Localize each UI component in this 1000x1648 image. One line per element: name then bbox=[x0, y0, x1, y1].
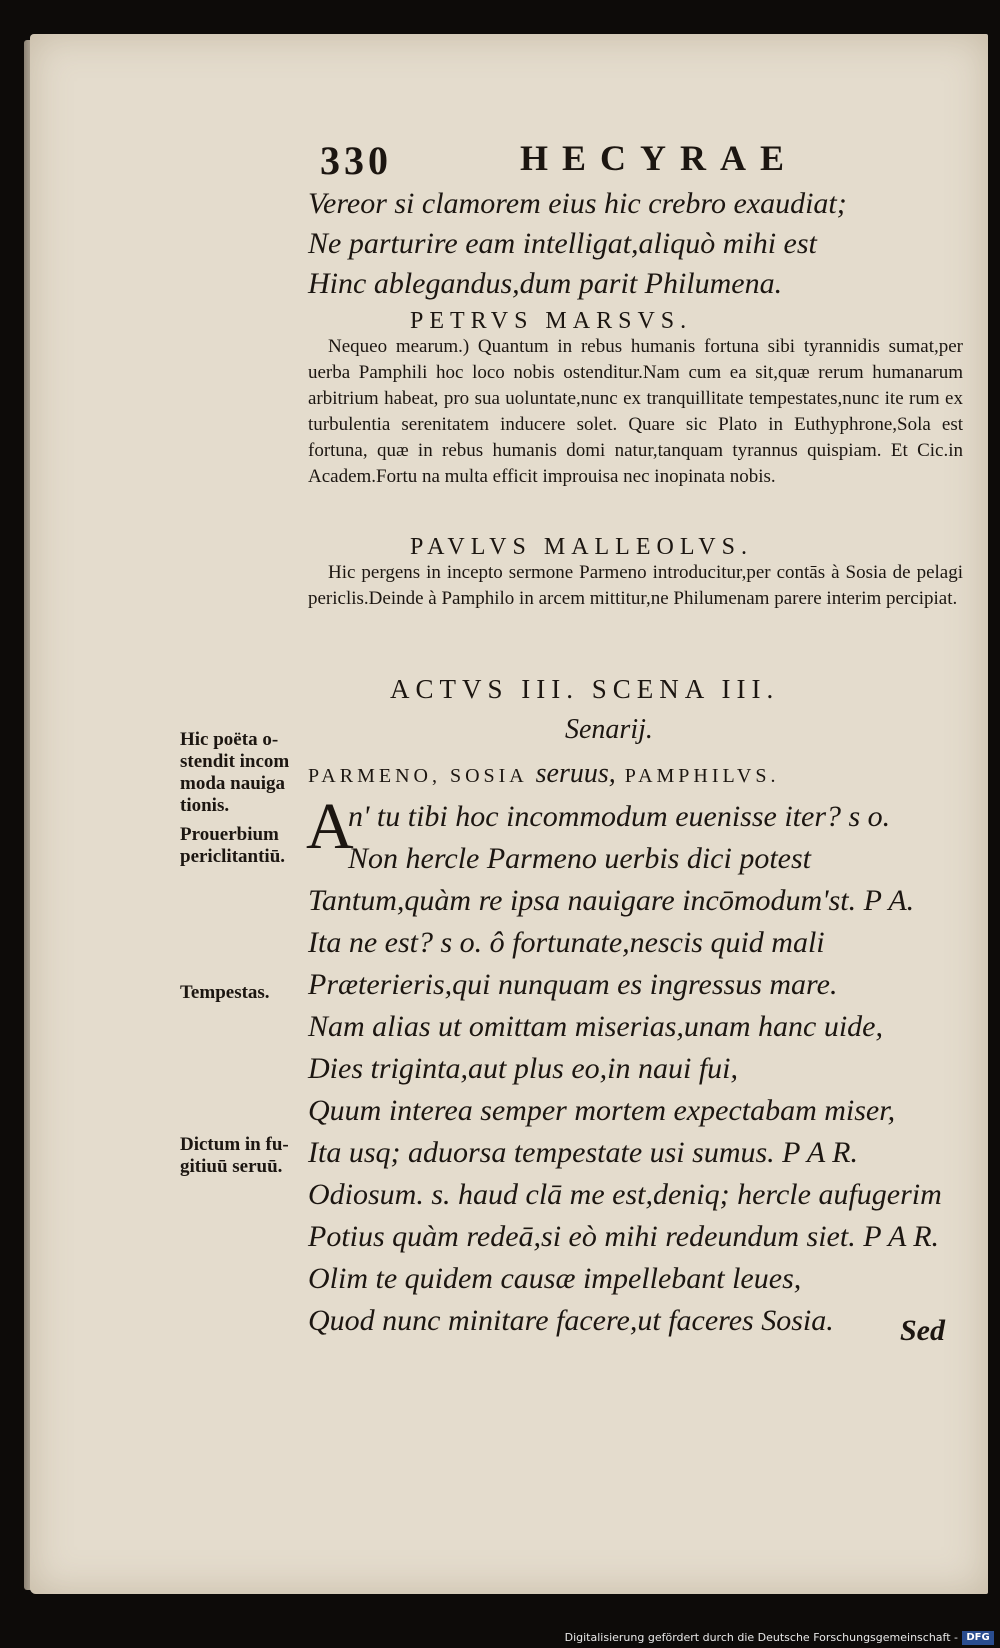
footer-credit: Digitalisierung gefördert durch die Deutsche Forschungsgemeinschaft - bbox=[564, 1631, 958, 1644]
cast-names: PAMPHILVS. bbox=[624, 765, 780, 787]
verse-block-top bbox=[308, 184, 847, 304]
act-scene-heading: ACTVS III. SCENA III. bbox=[390, 674, 780, 704]
sidenote-dictum bbox=[180, 1134, 310, 1178]
verse-line: Ne parturire eam intelligat,aliquò mihi est bbox=[308, 227, 817, 260]
sidenote-line: Prouerbium bbox=[180, 824, 279, 845]
page-text-area bbox=[30, 34, 988, 1594]
sidenote-line: moda nauiga bbox=[180, 773, 286, 794]
sidenote-line: stendit incom bbox=[180, 751, 290, 772]
sidenote-line: tionis. bbox=[180, 795, 230, 816]
dfg-logo: DFG bbox=[962, 1631, 994, 1645]
verse-line: Ita ne est? s o. ô fortunate,nescis quid mali bbox=[308, 926, 825, 959]
verse-line: Potius quàm redeā,si eò mihi redeundum siet. P A R. bbox=[308, 1220, 940, 1253]
sidenote-line: Hic poëta o- bbox=[180, 729, 279, 750]
cast-role: seruus, bbox=[535, 758, 616, 789]
running-head: HECYRAE bbox=[520, 138, 799, 178]
drop-cap: A bbox=[306, 790, 354, 863]
sidenote-line: periclitantiū. bbox=[180, 846, 286, 867]
verse-line: Nam alias ut omittam miserias,unam hanc uide, bbox=[308, 1010, 883, 1043]
sidenote-line: Tempestas. bbox=[180, 982, 270, 1003]
commentary-heading-malleolus: PAVLVS MALLEOLVS. bbox=[410, 534, 753, 560]
commentary-malleolus bbox=[308, 560, 963, 612]
commentary-marsus bbox=[308, 334, 963, 490]
verse-line: Tantum,quàm re ipsa nauigare incōmodum'st. P A. bbox=[308, 884, 915, 917]
sidenote-proverb bbox=[180, 824, 310, 868]
verse-line: Quum interea semper mortem expectabam miser, bbox=[308, 1094, 896, 1127]
verse-line: Non hercle Parmeno uerbis dici potest bbox=[348, 842, 811, 875]
meter-label: Senarij. bbox=[565, 714, 653, 745]
verse-line: Quod nunc minitare facere,ut faceres Sosia. bbox=[308, 1304, 834, 1337]
commentary-text: Nequeo mearum.) Quantum in rebus humanis fortuna sibi tyrannidis sumat,per uerba Pamphili hoc loco nobis ostenditur.Nam cum ea sit,quæ rerum humanarum arbitrium habeat, pro sua uoluntate,nunc ex tranquillitate tempestates,nunc ite rum ex turbulentia serenitatem inducere solet. Quare sic Plato in Euthyphrone,Sola est fortuna, quæ in rebus humanis domi natur,tanquam tyrannus quispiam. Et Cic.in Academ.Fortu na multa efficit improuisa nec inopinata nobis. bbox=[308, 336, 963, 487]
verse-line: Præterieris,qui nunquam es ingressus mare. bbox=[308, 968, 838, 1001]
verse-line: n' tu tibi hoc incommodum euenisse iter? s o. bbox=[348, 800, 891, 833]
verse-line: Vereor si clamorem eius hic crebro exaudiat; bbox=[308, 187, 847, 220]
verse-line: Olim te quidem causæ impellebant leues, bbox=[308, 1262, 802, 1295]
page-number: 330 bbox=[320, 138, 392, 183]
sidenote-navigation bbox=[180, 729, 310, 817]
commentary-text: Hic pergens in incepto sermone Parmeno introducitur,per contās à Sosia de pelagi periclis.Deinde à Pamphilo in arcem mittitur,ne Philumenam parere interim percipiat. bbox=[308, 562, 963, 609]
cast-list bbox=[308, 758, 779, 790]
book-page bbox=[30, 34, 988, 1594]
cast-names: PARMENO, SOSIA bbox=[308, 765, 527, 787]
sidenote-tempest bbox=[180, 982, 310, 1004]
sidenote-line: gitiuū seruū. bbox=[180, 1156, 283, 1177]
verse-line: Hinc ablegandus,dum parit Philumena. bbox=[308, 267, 783, 300]
verse-line: Odiosum. s. haud clā me est,deniq; hercle aufugerim bbox=[308, 1178, 942, 1211]
sidenote-line: Dictum in fu- bbox=[180, 1134, 289, 1155]
verse-line: Dies triginta,aut plus eo,in naui fui, bbox=[308, 1052, 739, 1085]
verse-block-main bbox=[306, 790, 942, 1342]
commentary-heading-marsus: PETRVS MARSVS. bbox=[410, 308, 693, 334]
catchword: Sed bbox=[900, 1314, 945, 1347]
verse-line: Ita usq; aduorsa tempestate usi sumus. P A R. bbox=[308, 1136, 859, 1169]
